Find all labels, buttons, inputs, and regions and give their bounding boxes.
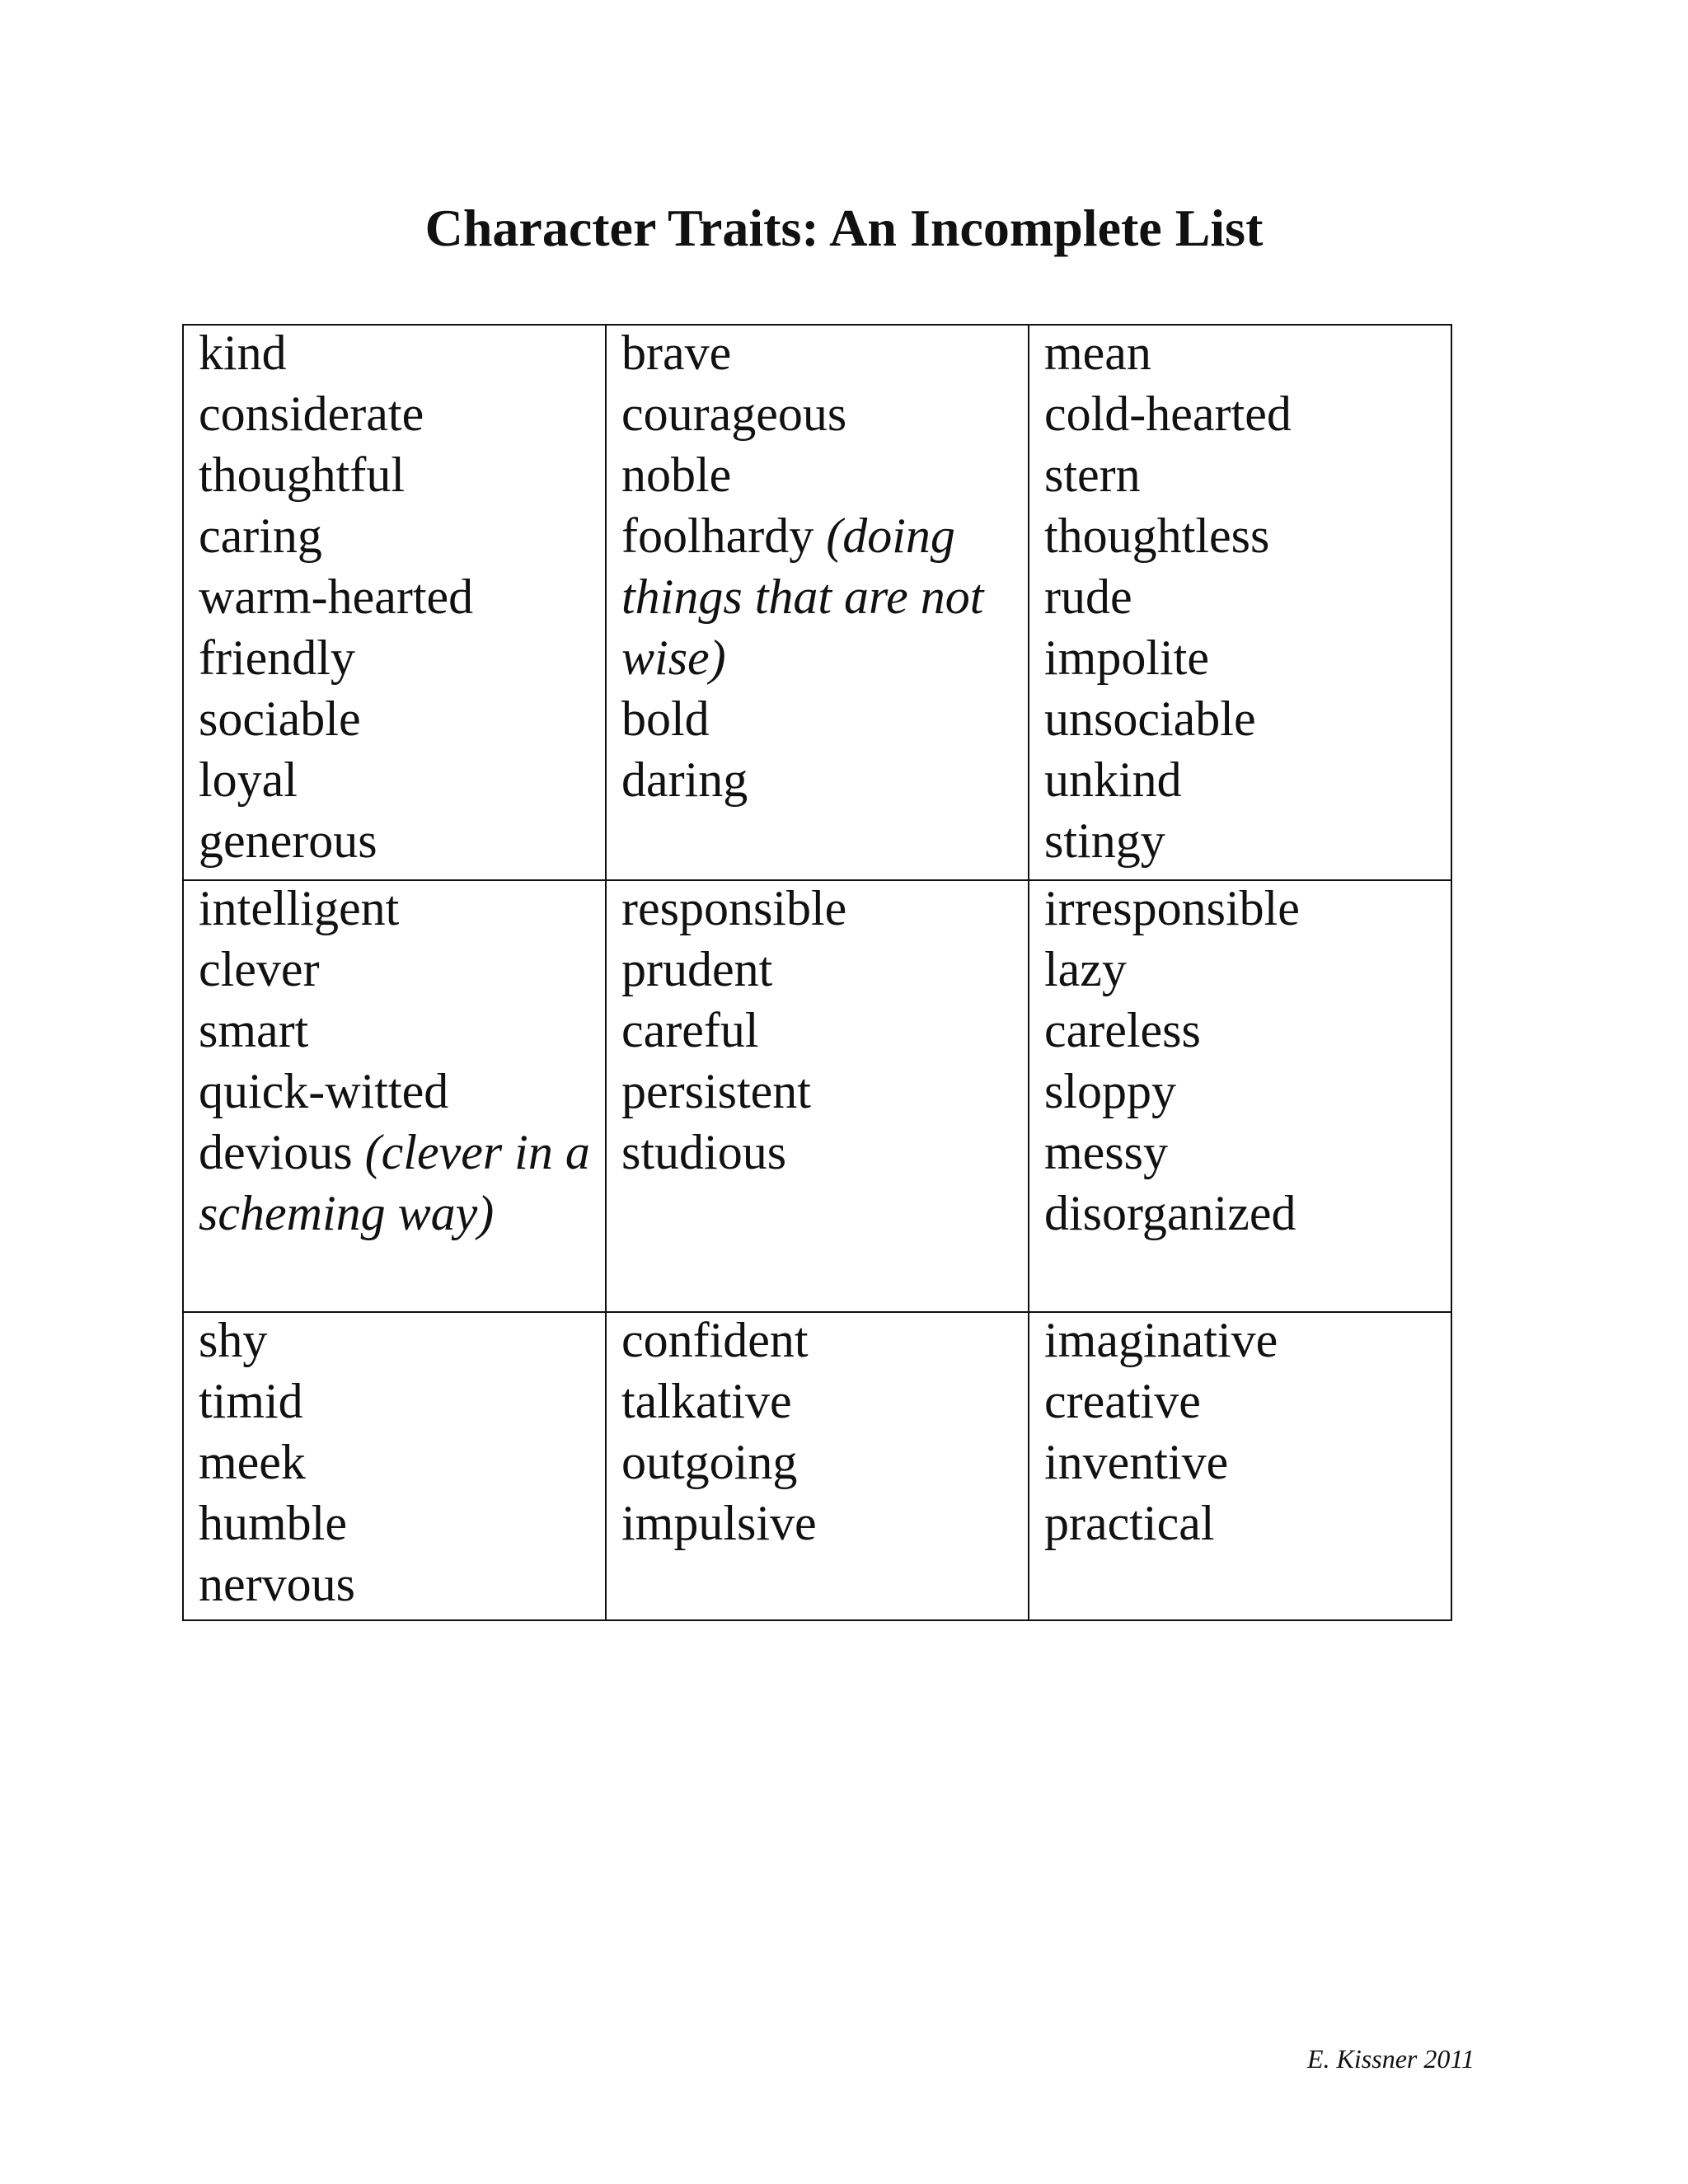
trait-word: responsible [621,881,847,935]
list-item [621,688,1028,749]
trait-word: creative [1044,1374,1201,1428]
list-item [199,939,605,1000]
trait-word: humble [199,1496,347,1550]
trait-word: kind [199,326,287,380]
trait-list [621,878,1028,1183]
list-item [199,749,605,810]
trait-group-cell [1029,325,1451,880]
list-item [199,688,605,749]
trait-word: nervous [199,1557,355,1611]
trait-word: sociable [199,691,361,746]
trait-word: shy [199,1313,268,1367]
trait-word: loyal [199,752,298,807]
trait-word: stingy [1044,813,1165,868]
list-item [199,627,605,688]
trait-word: careless [1044,1003,1201,1057]
trait-word: imaginative [1044,1313,1278,1367]
trait-word: prudent [621,942,773,996]
trait-word: caring [199,509,322,563]
trait-word: impolite [1044,630,1209,685]
trait-word: timid [199,1374,303,1428]
trait-list [621,1310,1028,1554]
list-item [621,1000,1028,1061]
list-item [199,1432,605,1493]
list-item [199,1554,605,1615]
trait-word: courageous [621,387,847,441]
trait-word: bold [621,691,710,746]
trait-word: studious [621,1125,787,1179]
list-item [199,566,605,627]
list-item [1044,1493,1451,1554]
list-item [1044,1061,1451,1122]
list-item [1044,505,1451,566]
trait-word: unsociable [1044,691,1256,746]
trait-definition-note: (clever in a scheming way) [199,1125,590,1240]
list-item [621,383,1028,444]
list-item [621,939,1028,1000]
trait-word: persistent [621,1064,811,1118]
list-item [199,322,605,383]
list-item [1044,1122,1451,1183]
trait-word: noble [621,448,732,502]
list-item [1044,1000,1451,1061]
list-item [199,1310,605,1371]
list-item [621,878,1028,939]
trait-word: considerate [199,387,424,441]
list-item [199,1371,605,1432]
trait-word: cold-hearted [1044,387,1292,441]
list-item [621,505,1028,688]
trait-list [1044,878,1451,1244]
trait-word: friendly [199,630,355,685]
trait-group-cell [1029,1312,1451,1620]
table-row [183,1312,1451,1620]
trait-word: mean [1044,326,1151,380]
trait-word: warm-hearted [199,569,474,624]
page-title: Character Traits: An Incomplete List [424,199,1264,257]
list-item [199,383,605,444]
traits-table [182,324,1452,1621]
trait-word: brave [621,326,732,380]
list-item [621,322,1028,383]
list-item [621,444,1028,505]
trait-word: rude [1044,569,1132,624]
trait-definition-note: (doing things that are not wise) [621,509,984,685]
trait-word: clever [199,942,320,996]
list-item [1044,566,1451,627]
trait-word: impulsive [621,1496,817,1550]
trait-list [199,878,605,1244]
list-item [1044,322,1451,383]
list-item [621,749,1028,810]
trait-word: talkative [621,1374,792,1428]
list-item [621,1310,1028,1371]
trait-word: messy [1044,1125,1168,1179]
trait-list [1044,1310,1451,1554]
list-item [199,505,605,566]
list-item [1044,627,1451,688]
trait-word: irresponsible [1044,881,1300,935]
list-item [621,1371,1028,1432]
trait-group-cell [1029,880,1451,1312]
list-item [1044,1310,1451,1371]
list-item [621,1432,1028,1493]
list-item [1044,749,1451,810]
list-item [1044,1183,1451,1244]
trait-word: smart [199,1003,309,1057]
trait-word: stern [1044,448,1141,502]
trait-word: unkind [1044,752,1182,807]
list-item [199,1000,605,1061]
trait-group-cell [183,325,606,880]
list-item [1044,1371,1451,1432]
list-item [199,878,605,939]
list-item [1044,383,1451,444]
trait-group-cell [183,880,606,1312]
list-item [199,1122,605,1244]
trait-list [199,322,605,871]
trait-word: outgoing [621,1435,798,1489]
list-item [199,444,605,505]
trait-group-cell [606,1312,1029,1620]
trait-word: foolhardy [621,509,814,563]
trait-word: generous [199,813,377,868]
list-item [621,1122,1028,1183]
trait-word: devious [199,1125,353,1179]
table-row [183,325,1451,880]
trait-word: confident [621,1313,809,1367]
list-item [1044,444,1451,505]
trait-group-cell [606,880,1029,1312]
trait-word: sloppy [1044,1064,1177,1118]
trait-word: meek [199,1435,306,1489]
trait-group-cell [606,325,1029,880]
traits-table-body [183,325,1451,1620]
table-row [183,880,1451,1312]
trait-group-cell [183,1312,606,1620]
trait-word: lazy [1044,942,1127,996]
trait-word: careful [621,1003,759,1057]
list-item [1044,810,1451,871]
list-item [1044,688,1451,749]
trait-list [199,1310,605,1615]
list-item [1044,1432,1451,1493]
trait-word: practical [1044,1496,1215,1550]
author-credit: E. Kissner 2011 [1307,2044,1475,2074]
list-item [1044,878,1451,939]
trait-word: disorganized [1044,1186,1296,1240]
trait-word: thoughtful [199,448,405,502]
list-item [621,1061,1028,1122]
trait-word: intelligent [199,881,400,935]
trait-list [621,322,1028,810]
trait-word: thoughtless [1044,509,1270,563]
list-item [199,810,605,871]
list-item [199,1493,605,1554]
list-item [1044,939,1451,1000]
list-item [199,1061,605,1122]
trait-word: inventive [1044,1435,1229,1489]
list-item [621,1493,1028,1554]
trait-list [1044,322,1451,871]
trait-word: daring [621,752,748,807]
trait-word: quick-witted [199,1064,449,1118]
